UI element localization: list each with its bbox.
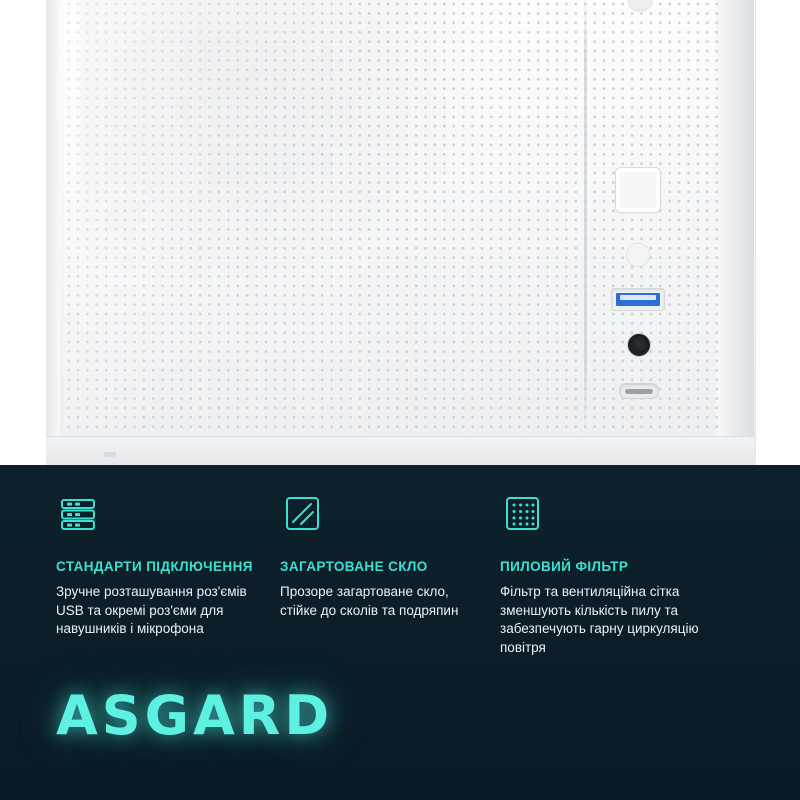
feature-text: Зручне розташування роз'ємів USB та окремі роз'єми для навушників і мікрофона <box>56 584 247 636</box>
case-base <box>46 436 754 465</box>
case-foot <box>104 452 116 457</box>
feature-title: ЗАГАРТОВАНЕ СКЛО <box>280 559 428 574</box>
usb-c-port <box>619 383 659 399</box>
audio-jack-port <box>627 333 651 357</box>
feature-text: Фільтр та вентиляційна сітка зменшують кількість пилу та забезпечують гарну циркуляцію повітря <box>500 584 699 655</box>
brand-name: ASGARD <box>56 683 334 747</box>
case-base-line <box>46 436 754 437</box>
feature-title: ПИЛОВИЙ ФІЛЬТР <box>500 559 629 574</box>
feature-item-glass <box>278 491 500 657</box>
feature-item-connectors <box>0 491 278 657</box>
usb-c-port-inner <box>625 389 653 394</box>
brand-logo <box>56 683 333 747</box>
tempered-glass-icon <box>280 491 326 537</box>
feature-list <box>0 491 800 657</box>
feature-title: СТАНДАРТИ ПІДКЛЮЧЕННЯ <box>56 559 253 574</box>
dust-filter-icon <box>500 491 546 537</box>
usb-a-port <box>611 288 665 311</box>
mesh-inner-shadow <box>80 0 500 290</box>
power-button[interactable] <box>615 167 661 213</box>
case-left-edge <box>46 0 60 465</box>
feature-item-dust-filter <box>500 491 800 657</box>
info-panel <box>0 465 800 800</box>
connectors-stack-icon <box>56 491 102 537</box>
panel-groove <box>584 0 587 435</box>
usb-a-port-tab <box>620 295 656 300</box>
reset-button[interactable] <box>626 243 650 267</box>
feature-text: Прозоре загартоване скло, стійке до сколів та подряпин <box>280 584 459 618</box>
